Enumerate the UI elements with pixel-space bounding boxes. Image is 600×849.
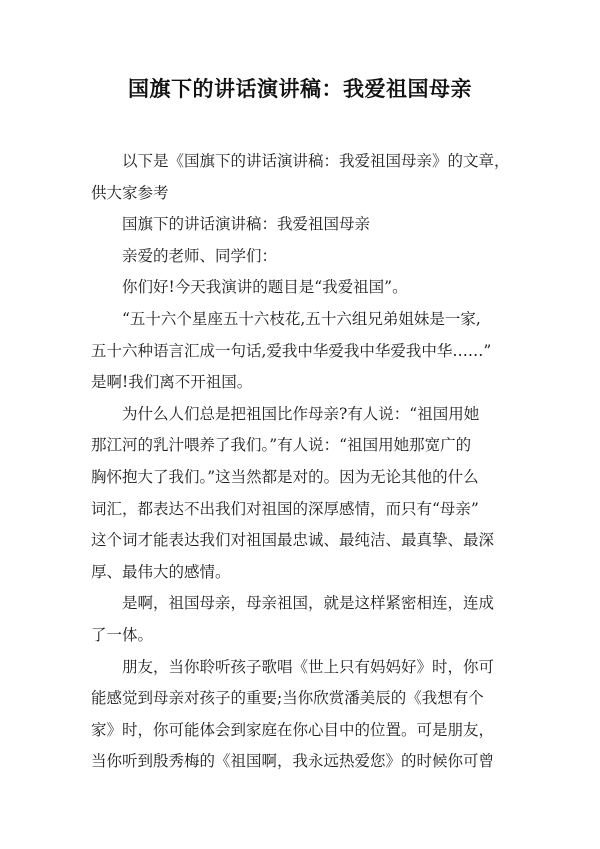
text-line: 是啊，祖国母亲，母亲祖国，就是这样紧密相连，连成 <box>122 594 495 613</box>
text-line: 这个词才能表达我们对祖国最忠诚、最纯洁、最真挚、最深 <box>91 531 495 550</box>
text-line: 家》时，你可能体会到家庭在你心目中的位置。可是朋友， <box>91 720 495 739</box>
text-line: 亲爱的老师、同学们： <box>122 246 278 265</box>
text-line: 那江河的乳汁喂养了我们。”有人说：“祖国用她那宽广的 <box>91 436 472 455</box>
text-line: 当你听到殷秀梅的《祖国啊，我永远热爱您》的时候你可曾 <box>91 752 495 771</box>
document-body <box>91 146 516 778</box>
text-line: 供大家参考 <box>91 183 169 202</box>
text-line: 能感觉到母亲对孩子的重要;当你欣赏潘美辰的《我想有个 <box>91 689 484 708</box>
page-title: 国旗下的讲话演讲稿：我爱祖国母亲 <box>128 77 472 101</box>
text-line: 是啊!我们离不开祖国。 <box>91 373 253 392</box>
text-line: 了一体。 <box>91 625 154 644</box>
text-line: 五十六种语言汇成一句话,爱我中华爱我中华爱我中华……” <box>91 341 492 360</box>
text-line: 国旗下的讲话演讲稿：我爱祖国母亲 <box>122 215 371 234</box>
text-line: 以下是《国旗下的讲话演讲稿：我爱祖国母亲》的文章， <box>122 152 510 170</box>
text-line: 胸怀抱大了我们。”这当然都是对的。因为无论其他的什么 <box>91 467 479 486</box>
text-line: 朋友，当你聆听孩子歌唱《世上只有妈妈好》时，你可 <box>122 657 495 676</box>
text-line: “五十六个星座五十六枝花,五十六组兄弟姐妹是一家, <box>122 309 481 328</box>
text-line: 为什么人们总是把祖国比作母亲?有人说：“祖国用她 <box>122 404 480 423</box>
text-line: 厚、最伟大的感情。 <box>91 562 231 581</box>
text-line: 词汇，都表达不出我们对祖国的深厚感情，而只有“母亲” <box>91 499 479 518</box>
text-line: 你们好!今天我演讲的题目是“我爱祖国”。 <box>122 278 408 297</box>
